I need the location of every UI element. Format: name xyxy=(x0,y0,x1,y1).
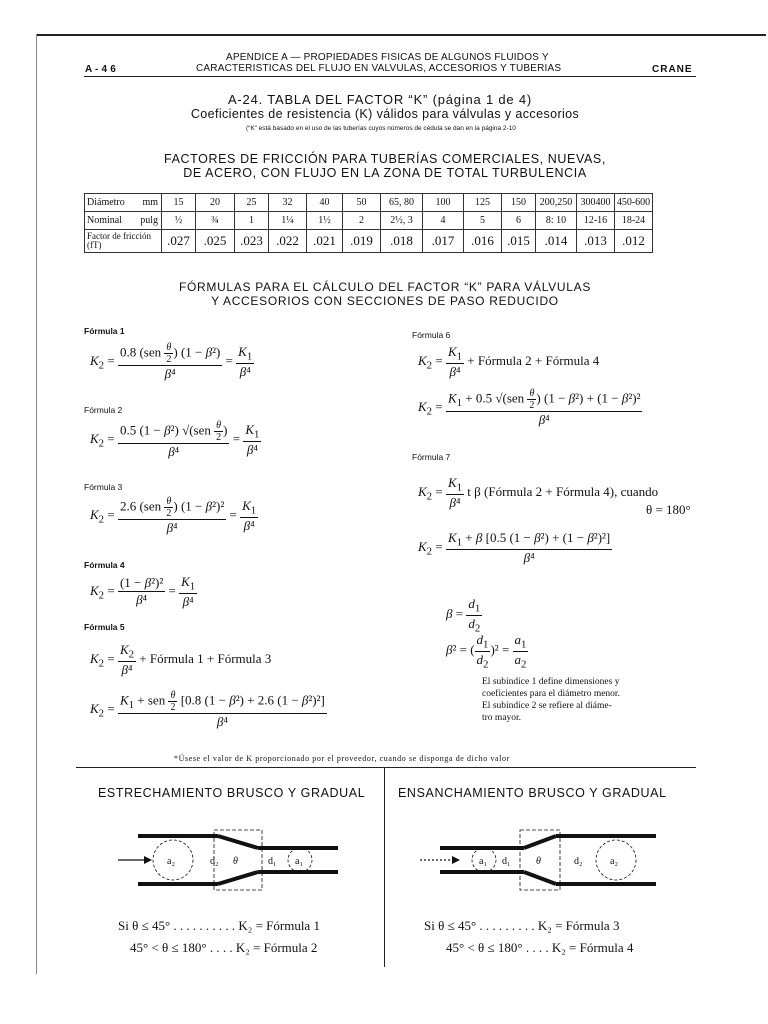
cell-ft: .012 xyxy=(615,230,653,253)
cell-mm: 32 xyxy=(269,194,307,212)
subscript-note-line: El subíndice 2 se refiere al diáme- xyxy=(482,701,612,711)
label-d2: d₂ xyxy=(574,856,583,867)
cell-ft: .025 xyxy=(196,230,235,253)
formula-6-line-2: $K_2$ = $K_1 + 0.5$ √(sen $\frac{\theta}{2}$ ) (1 − β²) + (1 − β²)² β⁴ xyxy=(418,388,641,427)
label-a1: a₁ xyxy=(479,856,487,867)
formula-7-line-2: $K_2$ = $\frac{K_1 + \beta [0.5 (1 - \beta^2) + (1 - \beta^2)^2]}{\text{β⁴}}$ xyxy=(418,530,611,565)
formula-7-line-1: $K_2$ = $\frac{K_1}{\text{β⁴}}$ t β (Fórmula 2 + Fórmula 4), cuando xyxy=(418,475,659,510)
cell-pulg: 4 xyxy=(423,212,464,230)
right-condition-2: 45° < θ ≤ 180° . . . . K₂ = Fórmula 4 xyxy=(446,940,634,955)
subscript-note-line: tro mayor. xyxy=(482,713,522,723)
formula-1-label: Fórmula 1 xyxy=(84,326,125,336)
cell-mm: 20 xyxy=(196,194,235,212)
formula-2-label: Fórmula 2 xyxy=(84,405,123,415)
header-line-1: APENDICE A — PROPIEDADES FISICAS DE ALGUNOS FLUIDOS Y xyxy=(226,52,549,63)
cell-pulg: 5 xyxy=(464,212,502,230)
cell-pulg: ½ xyxy=(162,212,196,230)
beta-squared-definition: β² = ( $\frac{d_1}{d_2}$ )² = $\frac{a_1}{a_2}$ xyxy=(446,632,527,671)
row-friction-factor xyxy=(85,230,653,253)
formula-6-rest: + Fórmula 2 + Fórmula 4 xyxy=(467,352,600,368)
formula-5-label: Fórmula 5 xyxy=(84,622,125,632)
formula-3-label: Fórmula 3 xyxy=(84,482,123,492)
cell-pulg: 12-16 xyxy=(577,212,615,230)
formula-7-cond: θ = 180° xyxy=(646,502,691,517)
friction-title-1: FACTORES DE FRICCIÓN PARA TUBERÍAS COMERCIALES, NUEVAS, xyxy=(164,152,606,166)
cell-mm: 300400 xyxy=(577,194,615,212)
subscript-note-line: El subíndice 1 define dimensiones y xyxy=(482,677,620,687)
cell-ft: .017 xyxy=(423,230,464,253)
subscript-note xyxy=(482,676,672,724)
cell-pulg: 8: 10 xyxy=(536,212,577,230)
enlargement-diagram xyxy=(416,826,666,894)
cell-mm: 25 xyxy=(235,194,269,212)
label-d1: d₁ xyxy=(268,856,277,867)
flow-arrow-head xyxy=(144,856,152,864)
cell-ft: .018 xyxy=(381,230,423,253)
cell-pulg: 2½, 3 xyxy=(381,212,423,230)
left-condition-2: 45° < θ ≤ 180° . . . . K₂ = Fórmula 2 xyxy=(130,940,318,955)
bottom-divider xyxy=(76,767,696,768)
row-diameter-pulg xyxy=(85,212,653,230)
cell-mm: 450-600 xyxy=(615,194,653,212)
formula-1-equation: $K_2$ = 0.8 (sen $\frac{\theta}{2}$ ) (1 − β²) β⁴ = $\frac{K_1}{\text{β⁴}}$ xyxy=(90,342,253,381)
formula-2-equation: $K_2$ = 0.5 (1 − β²) √(sen $\frac{\theta}{2}$ ) β⁴ = $\frac{K_1}{\text{β⁴}}$ xyxy=(90,420,260,459)
label-theta: θ xyxy=(233,856,238,867)
right-section-title: ENSANCHAMIENTO BRUSCO Y GRADUAL xyxy=(398,786,667,800)
friction-factor-table xyxy=(84,193,653,253)
cell-ft: .022 xyxy=(269,230,307,253)
formulas-title-2: Y ACCESORIOS CON SECCIONES DE PASO REDUCIDO xyxy=(211,294,559,308)
label-factor: Factor de fricción (fT) xyxy=(85,230,162,253)
pipe-wall-taper-bottom xyxy=(524,872,556,884)
label-nominal: Nominal pulg xyxy=(85,212,162,230)
label-a2: a₂ xyxy=(610,856,618,867)
footnote: *Úsese el valor de K proporcionado por el proveedor, cuando se disponga de dicho valor xyxy=(174,754,510,763)
cell-ft: .027 xyxy=(162,230,196,253)
left-condition-1: Si θ ≤ 45° . . . . . . . . . . K₂ = Fórmula 1 xyxy=(118,918,320,933)
formula-3-equation: $K_2$ = 2.6 (sen $\frac{\theta}{2}$ ) (1 − β²)² β⁴ = $\frac{K_1}{\text{β⁴}}$ xyxy=(90,496,257,535)
formula-7-label: Fórmula 7 xyxy=(412,452,451,462)
formulas-title-1: FÓRMULAS PARA EL CÁLCULO DEL FACTOR “K” PARA VÁLVULAS xyxy=(178,280,592,294)
cell-pulg: 18-24 xyxy=(615,212,653,230)
cell-mm: 15 xyxy=(162,194,196,212)
cell-pulg: 2 xyxy=(343,212,381,230)
formula-6-line-1: $K_2$ = $\frac{K_1}{\text{β⁴}}$ + Fórmula 2 + Fórmula 4 xyxy=(418,344,600,379)
page-number: A - 4 6 xyxy=(85,64,117,75)
row-diameter-mm xyxy=(85,194,653,212)
cell-ft: .021 xyxy=(307,230,343,253)
label-d2: d₂ xyxy=(210,856,219,867)
cell-mm: 125 xyxy=(464,194,502,212)
cell-ft: .015 xyxy=(502,230,536,253)
pipe-wall-taper-top xyxy=(524,836,556,848)
table-subtitle: Coeficientes de resistencia (K) válidos para válvulas y accesorios xyxy=(190,107,580,121)
formula-5-line-1: $K_2$ = $\frac{K_2}{\text{β⁴}}$ + Fórmula 1 + Fórmula 3 xyxy=(90,642,272,677)
formula-4-label: Fórmula 4 xyxy=(84,560,125,570)
left-section-title: ESTRECHAMIENTO BRUSCO Y GRADUAL xyxy=(98,786,366,800)
label-d1: d₁ xyxy=(502,856,511,867)
formula-5-line-2: $K_2$ = $K_1$ + sen $\frac{\theta}{2}$ [0.8 (1 − β²) + 2.6 (1 − β²)²] β⁴ xyxy=(90,690,325,729)
cell-pulg: 6 xyxy=(502,212,536,230)
bottom-vertical-divider xyxy=(384,767,385,967)
pipe-wall-taper-top xyxy=(218,836,258,848)
cell-mm: 200,250 xyxy=(536,194,577,212)
cell-ft: .016 xyxy=(464,230,502,253)
label-theta: θ xyxy=(536,856,541,867)
cell-pulg: 1¼ xyxy=(269,212,307,230)
brand-name: CRANE xyxy=(652,64,693,75)
top-rule xyxy=(36,34,766,36)
formula-5-rest: + Fórmula 1 + Fórmula 3 xyxy=(139,650,272,666)
label-diametro: Diámetro mm xyxy=(85,194,162,212)
cell-ft: .023 xyxy=(235,230,269,253)
formula-6-label: Fórmula 6 xyxy=(412,330,451,340)
cell-mm: 50 xyxy=(343,194,381,212)
header-line-2: CARACTERISTICAS DEL FLUJO EN VALVULAS, ACCESORIOS Y TUBERIAS xyxy=(196,63,562,74)
formula-7-rest: t β (Fórmula 2 + Fórmula 4), cuando xyxy=(467,483,659,499)
cell-mm: 150 xyxy=(502,194,536,212)
beta-definition: β = $\frac{d_1}{d_2}$ xyxy=(446,596,481,635)
right-condition-1: Si θ ≤ 45° . . . . . . . . . K₂ = Fórmula 3 xyxy=(424,918,620,933)
subscript-note-line: coeficientes para el diámetro menor. xyxy=(482,689,620,699)
label-a1: a₁ xyxy=(295,856,303,867)
table-note: (“K” está basado en el uso de las tuberías cuyos números de cédula se dan en la página 2-10 xyxy=(246,125,516,132)
friction-title-2: DE ACERO, CON FLUJO EN LA ZONA DE TOTAL TURBULENCIA xyxy=(183,166,587,180)
cell-mm: 100 xyxy=(423,194,464,212)
label-a2: a₂ xyxy=(167,856,175,867)
flow-arrow-head xyxy=(452,856,460,864)
cell-pulg: 1½ xyxy=(307,212,343,230)
contraction-diagram xyxy=(118,826,348,894)
cell-ft: .013 xyxy=(577,230,615,253)
cell-pulg: 1 xyxy=(235,212,269,230)
cell-mm: 65, 80 xyxy=(381,194,423,212)
cell-mm: 40 xyxy=(307,194,343,212)
pipe-wall-taper-bottom xyxy=(218,872,258,884)
cell-ft: .019 xyxy=(343,230,381,253)
header-underline xyxy=(84,76,696,77)
cell-ft: .014 xyxy=(536,230,577,253)
left-rule xyxy=(36,34,37,974)
formula-4-equation: $K_2$ = $\frac{\text{(1 − β²)²}}{\text{β⁴}}$ = $\frac{K_1}{\text{β⁴}}$ xyxy=(90,574,196,609)
cell-pulg: ¾ xyxy=(196,212,235,230)
table-title: A-24. TABLA DEL FACTOR “K” (página 1 de 4) xyxy=(227,92,533,107)
